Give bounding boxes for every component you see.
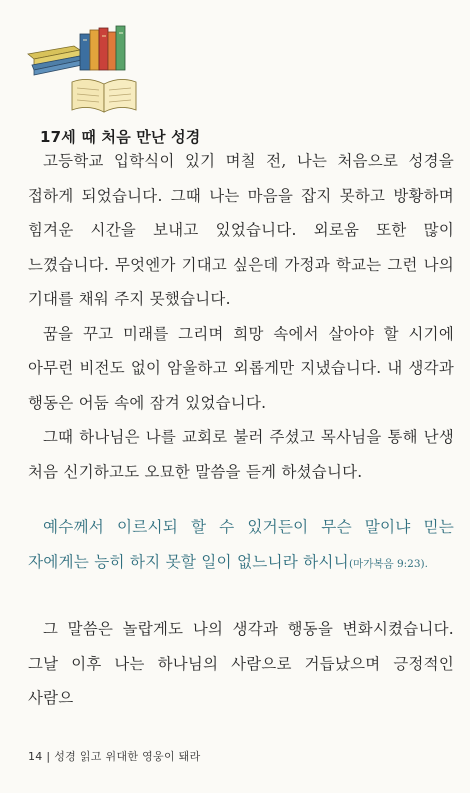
paragraph-1: 고등학교 입학식이 있기 며칠 전, 나는 처음으로 성경을 접하게 되었습니다. 그때 나는 마음을 잡지 못하고 방황하며 힘겨운 시간을 보내고 있었습니다. 외로움 또한 많이 느꼈습니다. 무엇엔가 기대고 싶은데 가정과 학교는 그런 나의 기대를 채워 주지 못했습니다. [28, 152, 454, 308]
stacked-books-icon [28, 46, 82, 75]
page-footer [28, 748, 201, 764]
body-section-main [28, 144, 454, 489]
page-number: 14 [28, 750, 43, 763]
section-heading: 17세 때 처음 만난 성경 [40, 128, 201, 146]
paragraph-4: 그 말씀은 놀랍게도 나의 생각과 행동을 변화시켰습니다. 그날 이후 나는 하나님의 사람으로 거듭났으며 긍정적인 사람으 [28, 620, 454, 707]
books-illustration [22, 18, 142, 118]
scripture-quote [28, 510, 454, 582]
scripture-quote-text: 예수께서 이르시되 할 수 있거든이 무슨 말이냐 믿는 자에게는 능히 하지 못할 일이 없느니라 하시니 [28, 518, 454, 571]
paragraph-3: 그때 하나님은 나를 교회로 불러 주셨고 목사님을 통해 난생 처음 신기하고도 오묘한 말씀을 듣게 하셨습니다. [28, 428, 454, 481]
scripture-reference: (마가복음 9:23). [348, 558, 428, 570]
body-section-closing [28, 612, 454, 716]
paragraph-2: 꿈을 꾸고 미래를 그리며 희망 속에서 살아야 할 시기에 아무런 비전도 없이 암울하고 외롭게만 지냈습니다. 내 생각과 행동은 어둠 속에 잠겨 있었습니다. [28, 324, 454, 412]
standing-books-icon [80, 26, 125, 70]
book-title: 성경 읽고 위대한 영웅이 돼라 [54, 750, 201, 763]
open-book-icon [72, 79, 136, 112]
footer-separator: | [46, 750, 51, 763]
